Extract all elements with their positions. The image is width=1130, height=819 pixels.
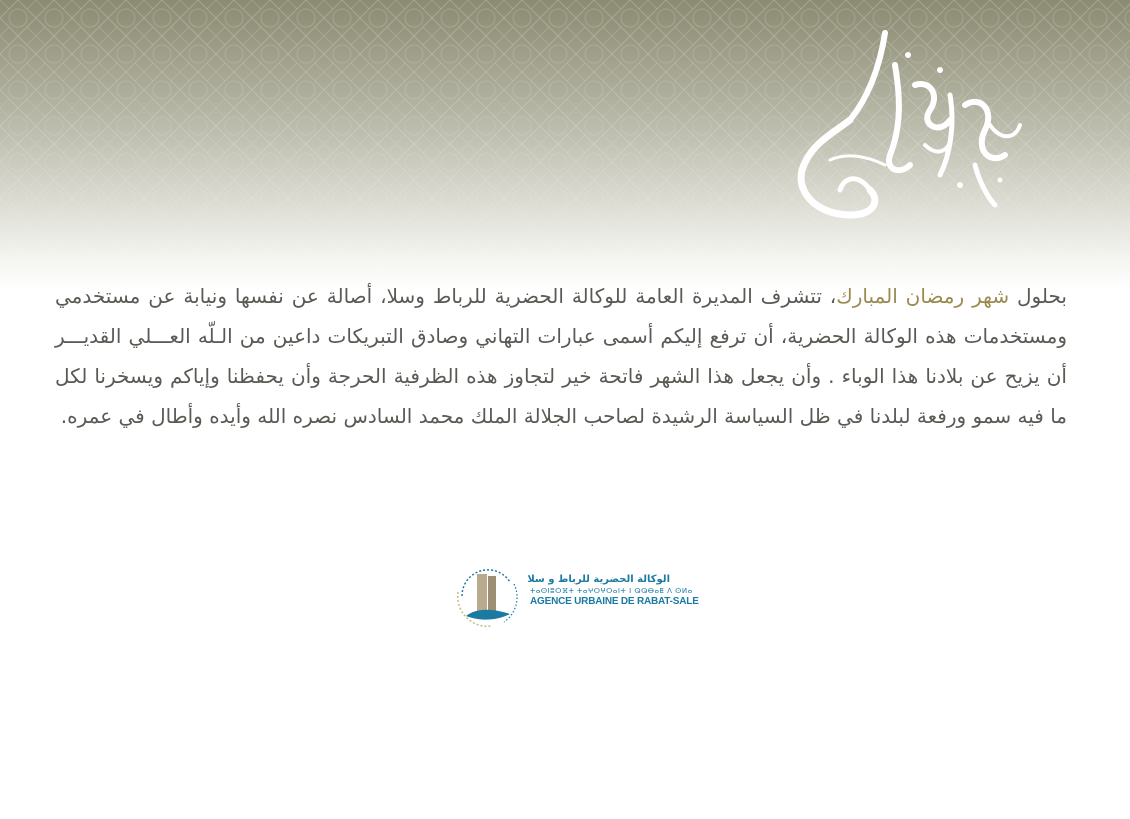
logo-arabic-name: الوكالة الحضرية للرباط و سلا	[527, 574, 670, 585]
agency-logo	[452, 562, 699, 630]
header-banner	[0, 0, 1130, 290]
logo-text	[527, 574, 699, 608]
agency-emblem-icon	[452, 562, 524, 630]
greeting-lead: بحلول	[1017, 284, 1067, 308]
logo-tifinagh-name: ⵜⴰⵙⵏⵓⵔⴼⵜ ⵜⴰⵖⵔⵖⵔⴰⵏⵜ ⵏ ⵕⵕⴱⴰⵟ ⴷ ⵙⵍⴰ	[530, 587, 693, 595]
greeting-highlight: شهر رمضان المبارك	[836, 284, 1010, 308]
greeting-body: ، تتشرف المديرة العامة للوكالة الحضرية للرباط وسلا، أصالة عن نفسها ونيابة عن مستخدمي ومستخدمات هذه الوكالة الحضرية، أن ترفع إليكم أسمى عبارات التهاني وصادق التبريكات داعين من الـلّه العـــلي القديـــر أن يزيح عن بلادنا هذا الوباء . وأن يجعل هذا الشهر فاتحة خير لتجاوز هذه الظرفية الحرجة وأن يحفظنا وإياكم ويسخرنا لكل ما فيه سمو ورفعة لبلدنا في ظل السياسة الرشيدة لصاحب الجلالة الملك محمد السادس نصره الله وأيده وأطال في عمره.	[55, 284, 1067, 428]
logo-french-name: AGENCE URBAINE DE RABAT-SALE	[530, 596, 699, 607]
greeting-message	[55, 276, 1067, 436]
ramadan-mubarak-calligraphy-icon	[790, 25, 1030, 230]
